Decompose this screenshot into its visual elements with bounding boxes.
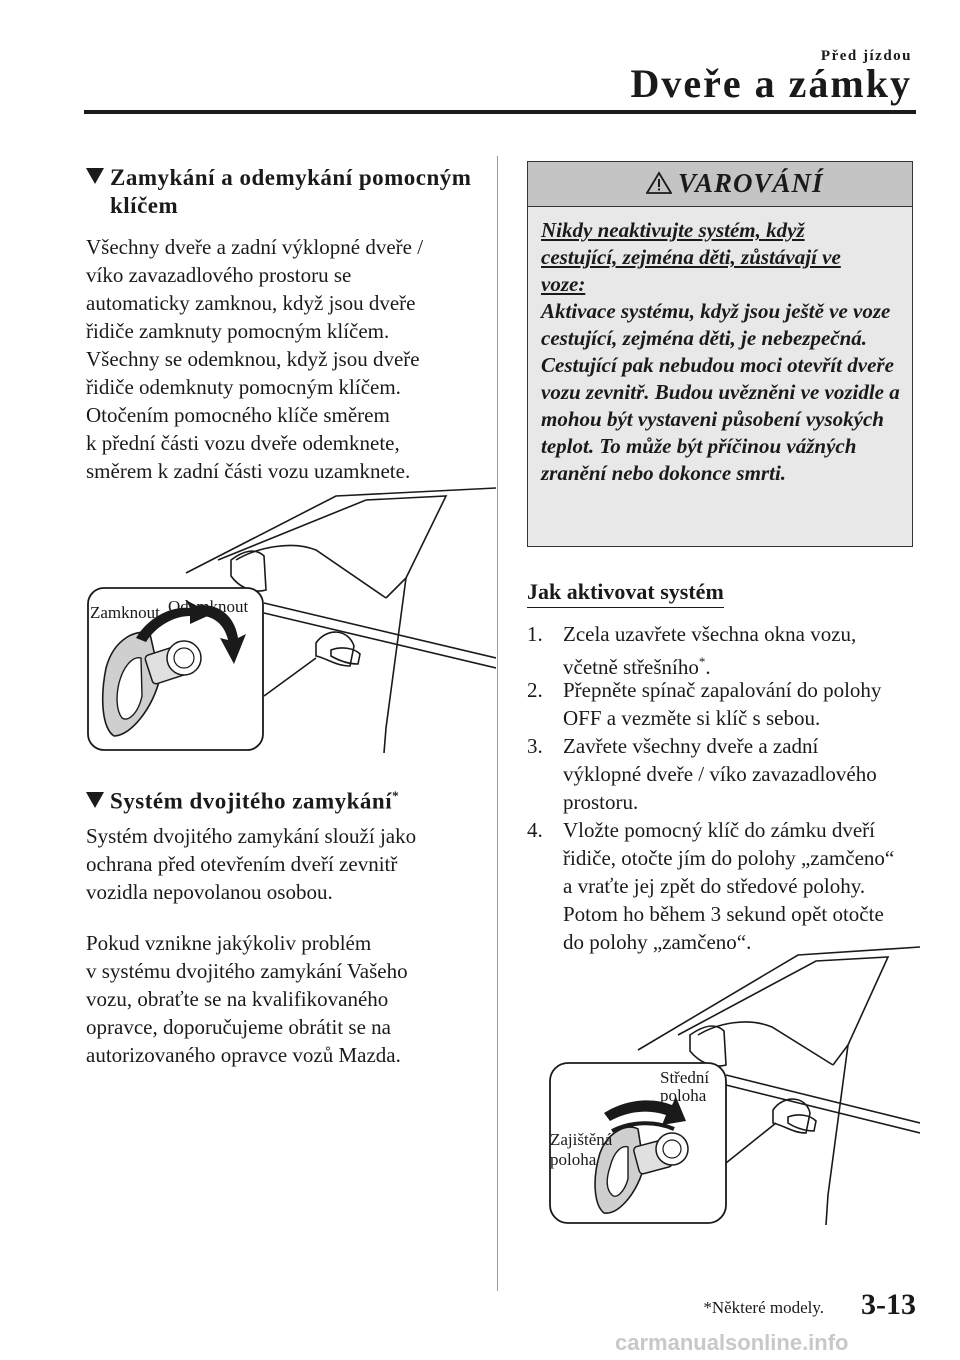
warning-box [527, 161, 913, 547]
figure-label-locked-2: poloha [550, 1150, 597, 1169]
warning-title: VAROVÁNÍ [678, 168, 824, 198]
warning-icon [646, 171, 672, 195]
section-heading-aux-key [86, 164, 471, 192]
warning-line3: voze: [541, 272, 586, 296]
warning-text [541, 217, 903, 487]
step-text: Zavřete všechny dveře a zadní výklopné dveře / víko zavazadlového prostoru. [563, 734, 877, 814]
watermark: carmanualsonline.info [615, 1330, 849, 1355]
step-text: Zcela uzavřete všechna okna vozu, včetně střešního*. [563, 622, 857, 679]
step-number: 3. [527, 734, 543, 758]
section-heading-line1: Zamykání a odemykání pomocným [110, 165, 472, 190]
footnote-star: * [392, 788, 400, 803]
header-rule [84, 110, 916, 114]
figure-label-lock: Zamknout [90, 603, 160, 622]
step-number: 4. [527, 818, 543, 842]
footnote: *Některé modely. [703, 1298, 824, 1317]
warning-header [528, 162, 912, 207]
triangle-bullet-icon [86, 792, 104, 808]
activation-heading: Jak aktivovat systém [527, 579, 724, 608]
leader-line [264, 658, 316, 696]
footnote-star: * [698, 654, 706, 669]
warning-body: Aktivace systému, když jsou ještě ve voze cestující, zejména děti, je nebezpečná. Cestující pak nebudou moci otevřít dveře vozu zevnitř. Budou uvězněni ve vozidle a mohou být vystaveni působení vysokých teplot. To může být příčinou vážných zranění nebo dokonce smrti. [541, 299, 900, 485]
figure-key-positions [548, 935, 920, 1225]
step-number: 1. [527, 622, 543, 646]
section2-title: Systém dvojitého zamykání [110, 788, 393, 814]
leader-line [726, 1123, 776, 1163]
section-heading-double-lock [86, 782, 399, 816]
figure-label-locked-1: Zajištěná [550, 1130, 613, 1149]
section2-body2: Pokud vznikne jakýkoliv problém v systému dvojitého zamykání Vašeho vozu, obraťte se na kvalifikovaného opravce, doporučujeme obrátit se na autorizovaného opravce vozů Mazda. [86, 931, 408, 1067]
warning-line2: cestující, zejména děti, zůstávají ve [541, 245, 841, 269]
figure-label-center-2: poloha [660, 1086, 707, 1105]
figure-key-lock-door [86, 478, 496, 753]
step-text: Vložte pomocný klíč do zámku dveří řidiče, otočte jím do polohy „zamčeno“ a vraťte jej zpět do středové polohy. Potom ho během 3 sekund opět otočte do polohy „zamčeno“. [563, 818, 895, 954]
figure-label-center-1: Střední [660, 1068, 710, 1087]
section2-body1: Systém dvojitého zamykání slouží jako ochrana před otevřením dveří zevnitř vozidla nepovolanou osobou. [86, 824, 417, 904]
step-number: 2. [527, 678, 543, 702]
warning-line1: Nikdy neaktivujte systém, když [541, 218, 805, 242]
column-divider [497, 156, 498, 1291]
page-number: 3-13 [861, 1288, 916, 1321]
running-header-section: Před jízdou [820, 48, 912, 64]
step-text: Přepněte spínač zapalování do polohy OFF a vezměte si klíč s sebou. [563, 678, 882, 730]
figure-label-unlock: Odemknout [168, 597, 249, 616]
section-heading-line2: klíčem [110, 193, 179, 218]
section1-body: Všechny dveře a zadní výklopné dveře / víko zavazadlového prostoru se automaticky zamknou, když jsou dveře řidiče zamknuty pomocným klíčem. Všechny se odemknou, když jsou dveře řidiče odemknuty pomocným klíčem. Otočením pomocného klíče směrem k přední části vozu dveře odemknete, směrem k zadní části vozu uzamknete. [86, 235, 424, 483]
page-title: Dveře a zámky [630, 61, 912, 106]
triangle-bullet-icon [86, 168, 104, 184]
